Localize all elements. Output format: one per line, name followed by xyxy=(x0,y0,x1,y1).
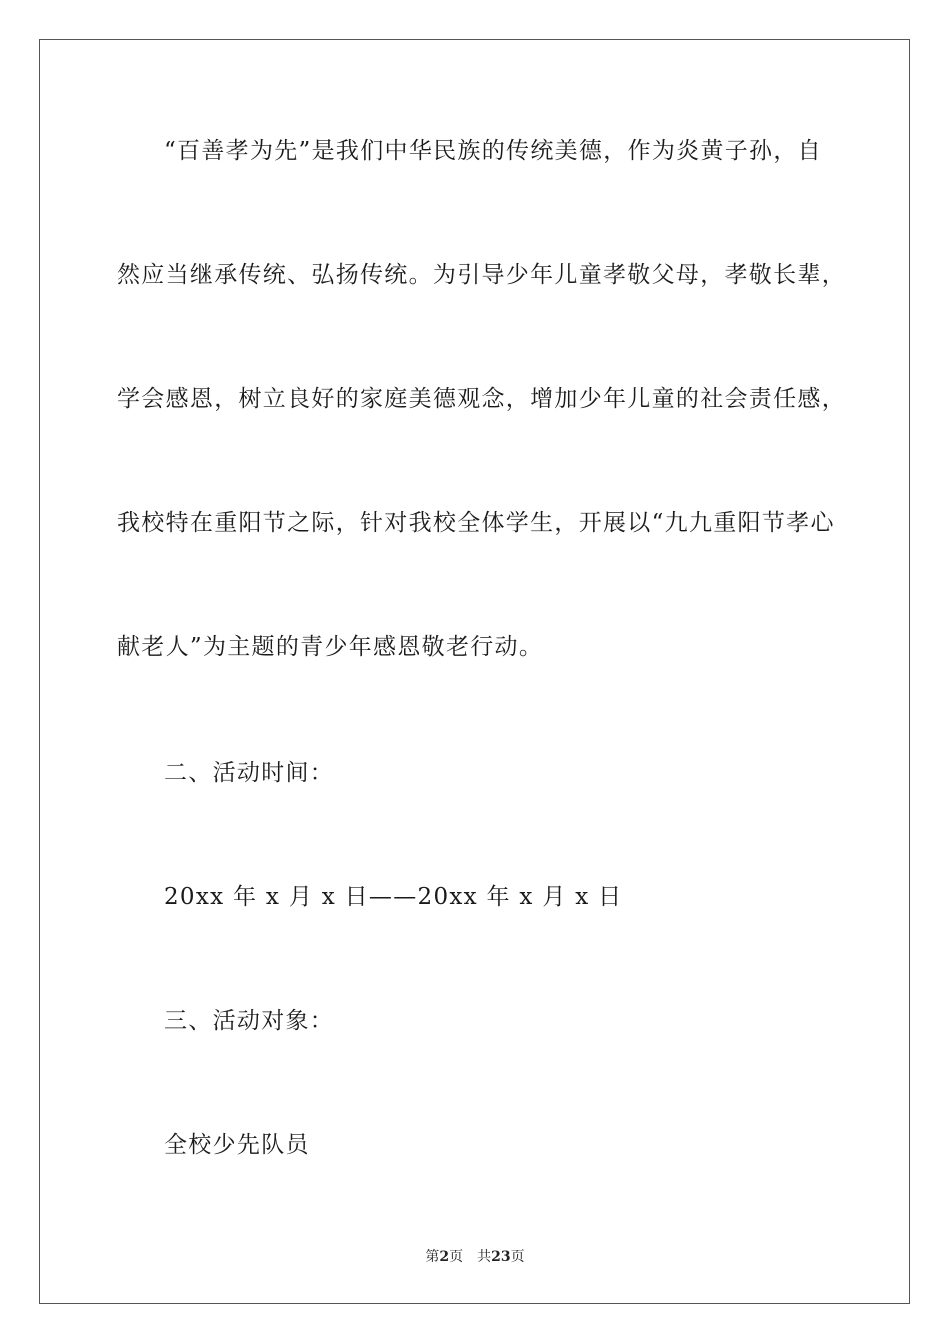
section-time-value: 20xx 年 x 月 x 日——20xx 年 x 月 x 日 xyxy=(164,884,623,910)
page-suffix: 页 xyxy=(510,1249,525,1265)
section-time-heading: 二、活动时间： xyxy=(164,760,335,786)
section-target-value: 全校少先队员 xyxy=(164,1132,310,1158)
paragraph-line-3: 学会感恩，树立良好的家庭美德观念，增加少年儿童的社会责任感， xyxy=(117,386,846,412)
paragraph-line-1: “百善孝为先”是我们中华民族的传统美德，作为炎黄子孙，自 xyxy=(164,138,822,164)
paragraph-line-4: 我校特在重阳节之际，针对我校全体学生，开展以“九九重阳节孝心 xyxy=(117,510,835,536)
page-prefix: 第 xyxy=(425,1249,440,1265)
section-target-heading: 三、活动对象： xyxy=(164,1008,335,1034)
page-mid: 页 共 xyxy=(449,1249,492,1265)
paragraph-line-5: 献老人”为主题的青少年感恩敬老行动。 xyxy=(117,634,544,660)
page-total: 23 xyxy=(491,1249,511,1265)
page-frame xyxy=(39,39,910,1304)
paragraph-line-2: 然应当继承传统、弘扬传统。为引导少年儿童孝敬父母，孝敬长辈， xyxy=(117,262,846,288)
page-current: 2 xyxy=(439,1249,450,1265)
page-footer xyxy=(0,1248,950,1266)
